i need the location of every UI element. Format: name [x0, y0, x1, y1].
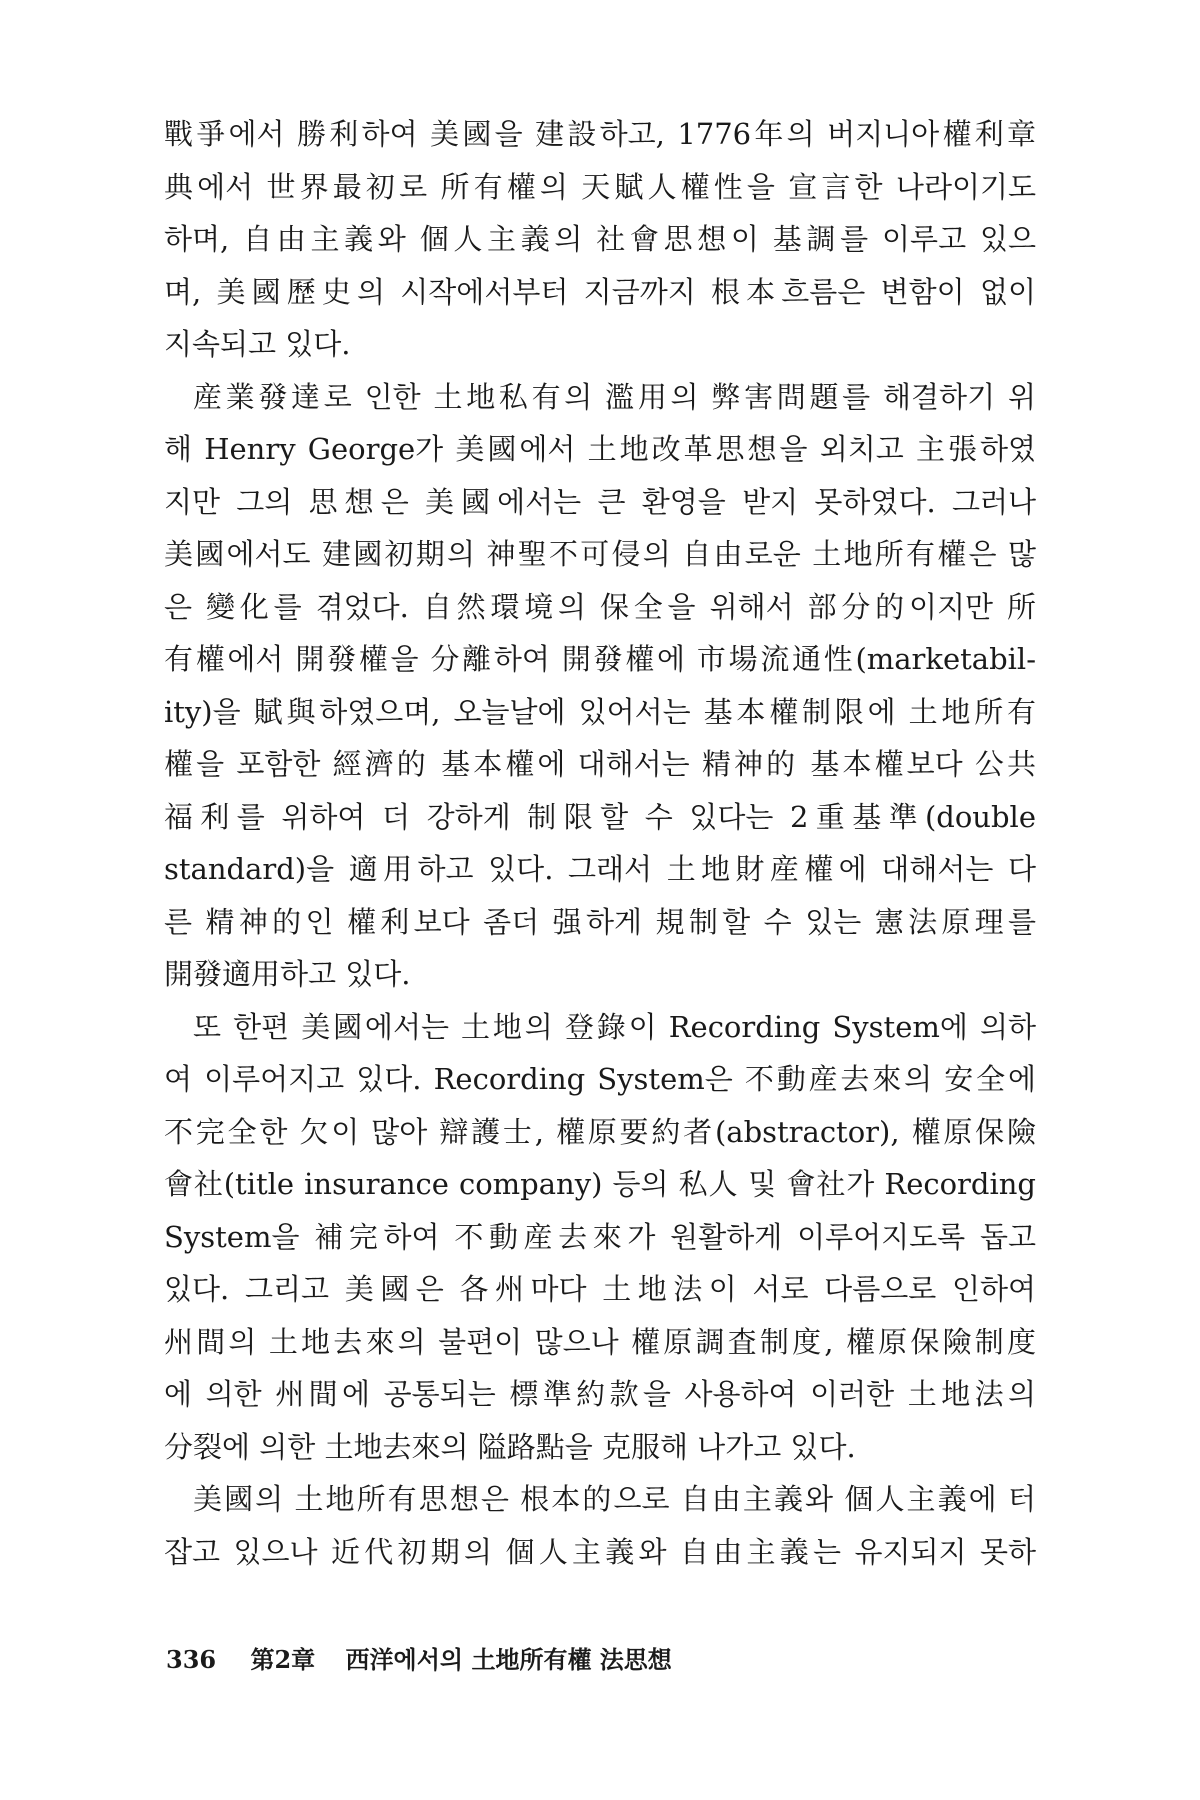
text-line: ity)을 賦與하였으며, 오늘날에 있어서는 基本權制限에 土地所有: [164, 694, 1036, 729]
text-line: 會社(title insurance company) 등의 私人 및 會社가 Recording: [164, 1167, 1036, 1201]
running-footer: [166, 1640, 672, 1675]
text-line: 해 Henry George가 美國에서 土地改革思想을 외치고 主張하였: [164, 432, 1036, 466]
text-line: 른 精神的인 權利보다 좀더 强하게 規制할 수 있는 憲法原理를: [164, 904, 1036, 939]
text-line: 잡고 있으나 近代初期의 個人主義와 自由主義는 유지되지 못하: [164, 1534, 1036, 1569]
text-line: 하며, 自由主義와 個人主義의 社會思想이 基調를 이루고 있으: [164, 222, 1036, 256]
text-line: 有權에서 開發權을 分離하여 開發權에 市場流通性(marketabil-: [164, 642, 1036, 676]
text-line: System을 補完하여 不動産去來가 원활하게 이루어지도록 돕고: [164, 1219, 1036, 1254]
text-line: 또 한편 美國에서는 土地의 登錄이 Recording System에 의하: [193, 1009, 1036, 1044]
text-line: 戰爭에서 勝利하여 美國을 建設하고, 1776年의 버지니아權利章: [164, 117, 1036, 151]
text-line: 不完全한 欠이 많아 辯護士, 權原要約者(abstractor), 權原保險: [164, 1114, 1036, 1149]
chapter-title: 西洋에서의 土地所有權 法思想: [345, 1645, 672, 1674]
text-line: 典에서 世界最初로 所有權의 天賦人權性을 宣言한 나라이기도: [164, 169, 1036, 204]
text-line: 은 變化를 겪었다. 自然環境의 保全을 위해서 部分的이지만 所: [164, 589, 1036, 624]
text-line: 分裂에 의한 土地去來의 隘路點을 克服해 나가고 있다.: [164, 1429, 856, 1464]
text-line: 美國에서도 建國初期의 神聖不可侵의 自由로운 土地所有權은 많: [164, 537, 1036, 571]
chapter-label: 第2章: [250, 1645, 316, 1674]
text-line: 福利를 위하여 더 강하게 制限할 수 있다는 2重基準(double: [164, 799, 1036, 834]
text-line: 있다. 그리고 美國은 各州마다 土地法이 서로 다름으로 인하여: [164, 1272, 1036, 1306]
text-line: 에 의한 州間에 공통되는 標準約款을 사용하여 이러한 土地法의: [164, 1377, 1036, 1411]
body-text: [164, 108, 1036, 1578]
text-line: 産業發達로 인한 土地私有의 濫用의 弊害問題를 해결하기 위: [193, 379, 1036, 414]
text-line: 開發適用하고 있다.: [164, 957, 411, 991]
text-line: 여 이루어지고 있다. Recording System은 不動産去來의 安全에: [164, 1062, 1036, 1096]
text-line: 權을 포함한 經濟的 基本權에 대해서는 精神的 基本權보다 公共: [164, 747, 1036, 781]
text-line: 지속되고 있다.: [164, 327, 351, 361]
text-line: 州間의 土地去來의 불편이 많으나 權原調査制度, 權原保險制度: [164, 1324, 1036, 1359]
text-line: 며, 美國歷史의 시작에서부터 지금까지 根本흐름은 변함이 없이: [164, 274, 1036, 309]
text-line: 지만 그의 思想은 美國에서는 큰 환영을 받지 못하였다. 그러나: [164, 484, 1036, 519]
page-number: 336: [166, 1645, 217, 1674]
text-line: 美國의 土地所有思想은 根本的으로 自由主義와 個人主義에 터: [193, 1482, 1036, 1516]
text-line: standard)을 適用하고 있다. 그래서 土地財産權에 대해서는 다: [164, 852, 1036, 886]
